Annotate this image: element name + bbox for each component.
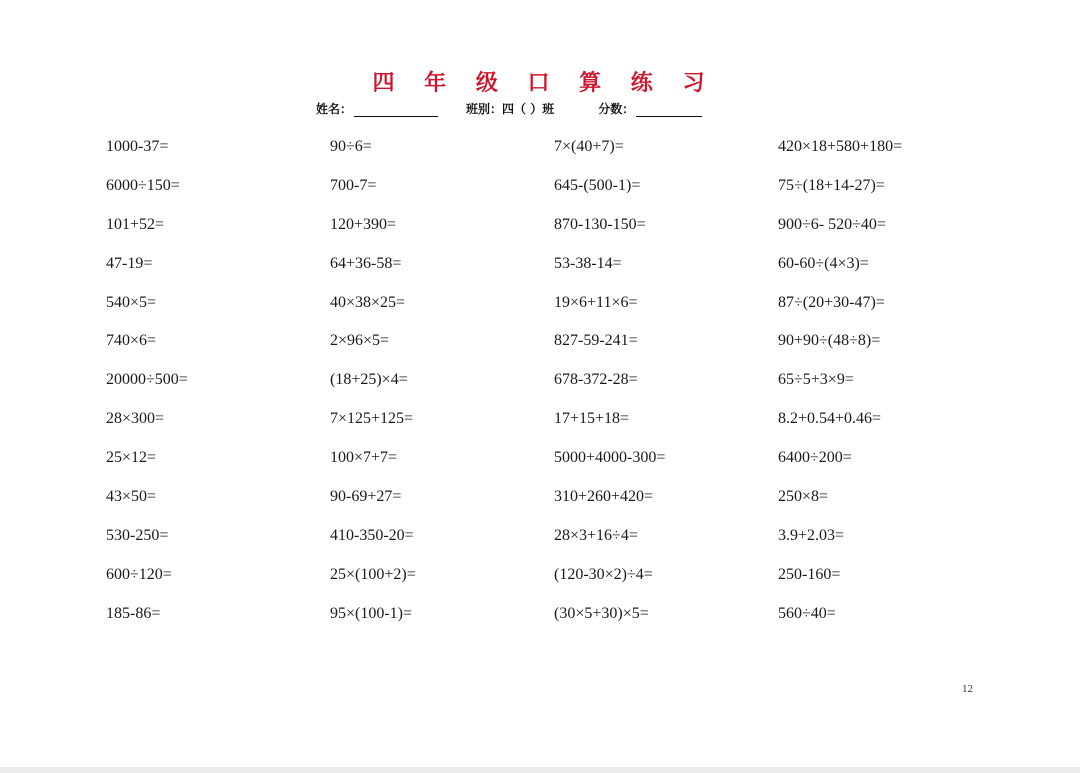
- class-field: [466, 100, 554, 117]
- problem-item: (30×5+30)×5=: [554, 604, 649, 622]
- problem-grid: [106, 135, 1002, 641]
- problem-item: 100×7+7=: [330, 449, 398, 467]
- problem-item: 64+36-58=: [330, 254, 402, 272]
- problem-item: 20000÷500=: [106, 371, 188, 389]
- problem-item: 87÷(20+30-47)=: [778, 293, 885, 311]
- problem-item: 90÷6=: [330, 138, 372, 155]
- problem-item: 90-69+27=: [330, 488, 402, 506]
- problem-item: 530-250=: [106, 526, 169, 544]
- problem-item: 19×6+11×6=: [554, 293, 638, 311]
- problem-item: 678-372-28=: [554, 371, 638, 389]
- problem-item: 1000-37=: [106, 138, 169, 155]
- problem-item: 410-350-20=: [330, 526, 414, 544]
- problem-item: 185-86=: [106, 604, 161, 622]
- problem-item: 17+15+18=: [554, 410, 630, 428]
- problem-item: 25×(100+2)=: [330, 565, 416, 583]
- problem-item: (120-30×2)÷4=: [554, 565, 653, 583]
- problem-item: 900÷6- 520÷40=: [778, 215, 886, 233]
- page-bottom-edge: [0, 767, 1080, 773]
- problem-item: 60-60÷(4×3)=: [778, 254, 869, 272]
- problem-item: 47-19=: [106, 254, 153, 272]
- problem-item: 90+90÷(48÷8)=: [778, 332, 881, 350]
- name-field: [316, 100, 438, 117]
- problem-item: 28×300=: [106, 410, 165, 428]
- problem-item: 827-59-241=: [554, 332, 638, 350]
- problem-item: 870-130-150=: [554, 215, 646, 233]
- problem-item: 310+260+420=: [554, 488, 654, 506]
- problem-item: 120+390=: [330, 215, 397, 233]
- problem-item: 3.9+2.03=: [778, 526, 845, 544]
- name-label: 姓名：: [316, 102, 353, 116]
- problem-item: (18+25)×4=: [330, 371, 408, 389]
- problem-item: 53-38-14=: [554, 254, 622, 272]
- problem-item: 600÷120=: [106, 565, 172, 583]
- page-title: 四 年 级 口 算 练 习: [372, 71, 716, 96]
- problem-item: 645-(500-1)=: [554, 176, 641, 194]
- class-label: 班别：四（ ）班: [466, 102, 555, 116]
- problem-item: 75÷(18+14-27)=: [778, 176, 885, 194]
- problem-item: 7×(40+7)=: [554, 138, 624, 155]
- problem-item: 2×96×5=: [330, 332, 390, 350]
- problem-item: 700-7=: [330, 176, 377, 194]
- score-label: 分数：: [598, 102, 635, 116]
- score-blank-line: [636, 104, 702, 117]
- problem-item: 101+52=: [106, 215, 165, 233]
- student-info-row: [316, 99, 702, 117]
- problem-item: 250×8=: [778, 488, 829, 506]
- problem-item: 65÷5+3×9=: [778, 371, 854, 389]
- problem-item: 6400÷200=: [778, 449, 852, 467]
- score-field: [598, 100, 702, 117]
- page-number: 12: [962, 683, 973, 695]
- problem-item: 40×38×25=: [330, 293, 406, 311]
- problem-item: 5000+4000-300=: [554, 449, 666, 467]
- problem-item: 560÷40=: [778, 604, 836, 622]
- problem-item: 28×3+16÷4=: [554, 526, 638, 544]
- problem-item: 6000÷150=: [106, 176, 180, 194]
- problem-item: 25×12=: [106, 449, 157, 467]
- problem-item: 420×18+580+180=: [778, 138, 903, 155]
- problem-item: 43×50=: [106, 488, 157, 506]
- problem-item: 540×5=: [106, 293, 157, 311]
- problem-item: 250-160=: [778, 565, 841, 583]
- problem-item: 8.2+0.54+0.46=: [778, 410, 882, 428]
- problem-item: 7×125+125=: [330, 410, 414, 428]
- problem-item: 740×6=: [106, 332, 157, 350]
- problem-item: 95×(100-1)=: [330, 604, 413, 622]
- name-blank-line: [354, 104, 438, 117]
